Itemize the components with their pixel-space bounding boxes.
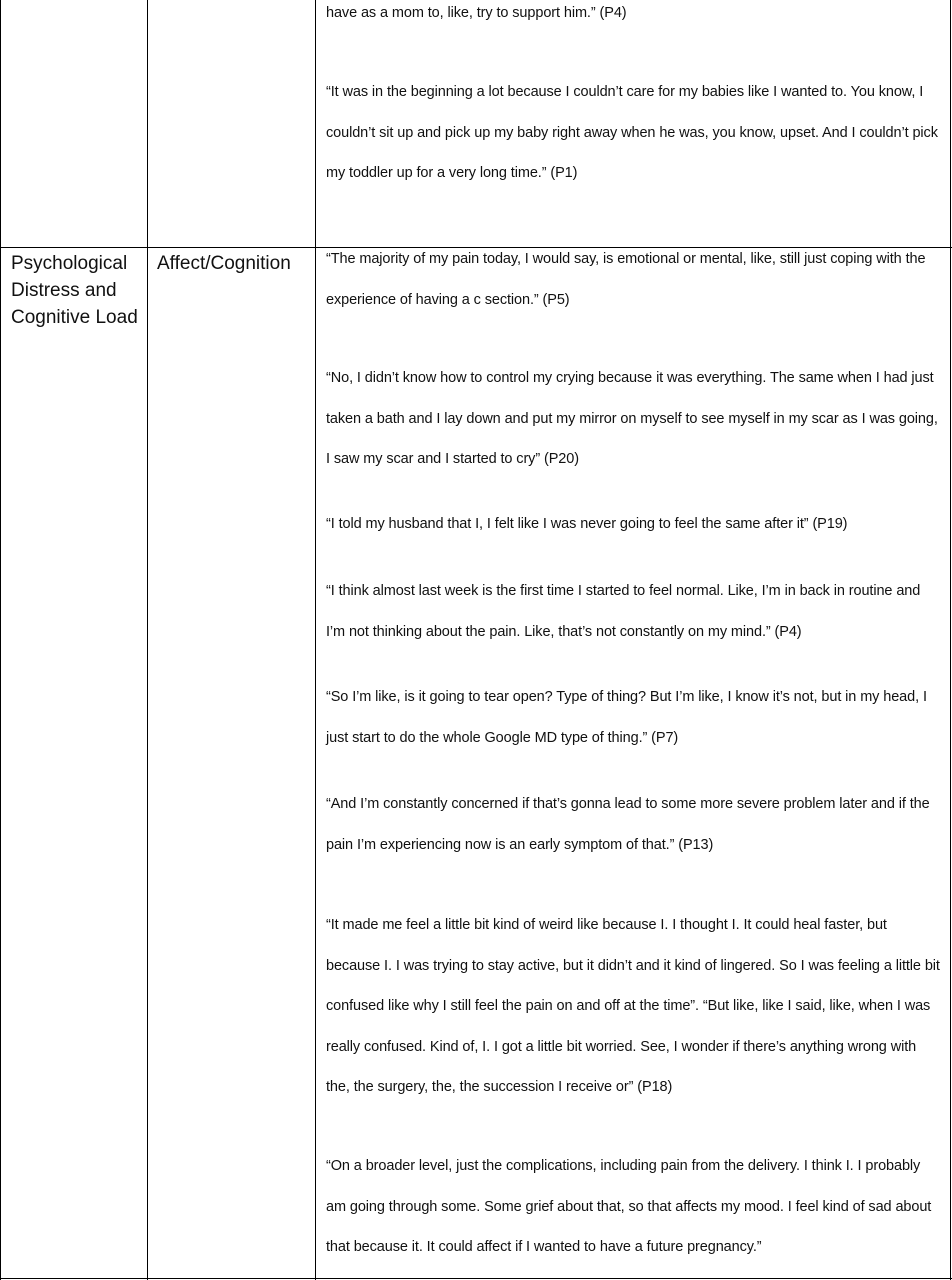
quote-p5: “The majority of my pain today, I would say, is emotional or mental, like, still just coping with the experience of having a c section.” (P5) <box>326 251 926 308</box>
theme-cell: Psychological Distress and Cognitive Load <box>11 253 138 328</box>
quote-p13: “And I’m constantly concerned if that’s gonna lead to some more severe problem later and if the pain I’m experiencing now is an early symptom of that.” (P13) <box>326 796 930 853</box>
quote-p19: “I told my husband that I, I felt like I was never going to feel the same after it” (P19) <box>326 516 848 532</box>
quote-p4: “I think almost last week is the first time I started to feel normal. Like, I’m in back in routine and I’m not thinking about the pain. Like, that’s not constantly on my mind.” (P4) <box>326 583 921 640</box>
quote-broader-level: “On a broader level, just the complications, including pain from the delivery. I think I. I probably am going through some. Some grief about that, so that affects my mood. I feel kind of sad about that because it. It could affect if I wanted to have a future pregnancy.” <box>326 1158 932 1255</box>
table-border-left <box>0 0 1 1280</box>
quote-p4-continued: have as a mom to, like, try to support him.” (P4) <box>326 5 627 21</box>
quote-p18: “It made me feel a little bit kind of weird like because I. I thought I. It could heal faster, but because I. I was trying to stay active, but it didn’t and it kind of lingered. So I was feeling a little bit confused like why I still feel the pain on and off at the time”. “But like, like I said, like, when I was really confused. Kind of, I. I got a little bit worried. See, I wonder if there’s anything wrong with the, the surgery, the, the succession I receive or” (P18) <box>326 917 940 1095</box>
table-border-bottom <box>0 1278 952 1279</box>
column-divider-subtheme <box>315 0 316 1280</box>
table-border-right <box>950 0 951 1280</box>
quote-p7: “So I’m like, is it going to tear open? Type of thing? But I’m like, I know it’s not, but in my head, I just start to do the whole Google MD type of thing.” (P7) <box>326 689 927 746</box>
column-divider-theme <box>147 0 148 1280</box>
quote-p20: “No, I didn’t know how to control my crying because it was everything. The same when I had just taken a bath and I lay down and put my mirror on myself to see myself in my scar as I was going, I saw my scar and I started to cry” (P20) <box>326 370 938 467</box>
quote-p1: “It was in the beginning a lot because I couldn’t care for my babies like I wanted to. You know, I couldn’t sit up and pick up my baby right away when he was, you know, upset. And I couldn’t pick my toddler up for a very long time.” (P1) <box>326 84 938 181</box>
subtheme-cell: Affect/Cognition <box>157 253 291 274</box>
